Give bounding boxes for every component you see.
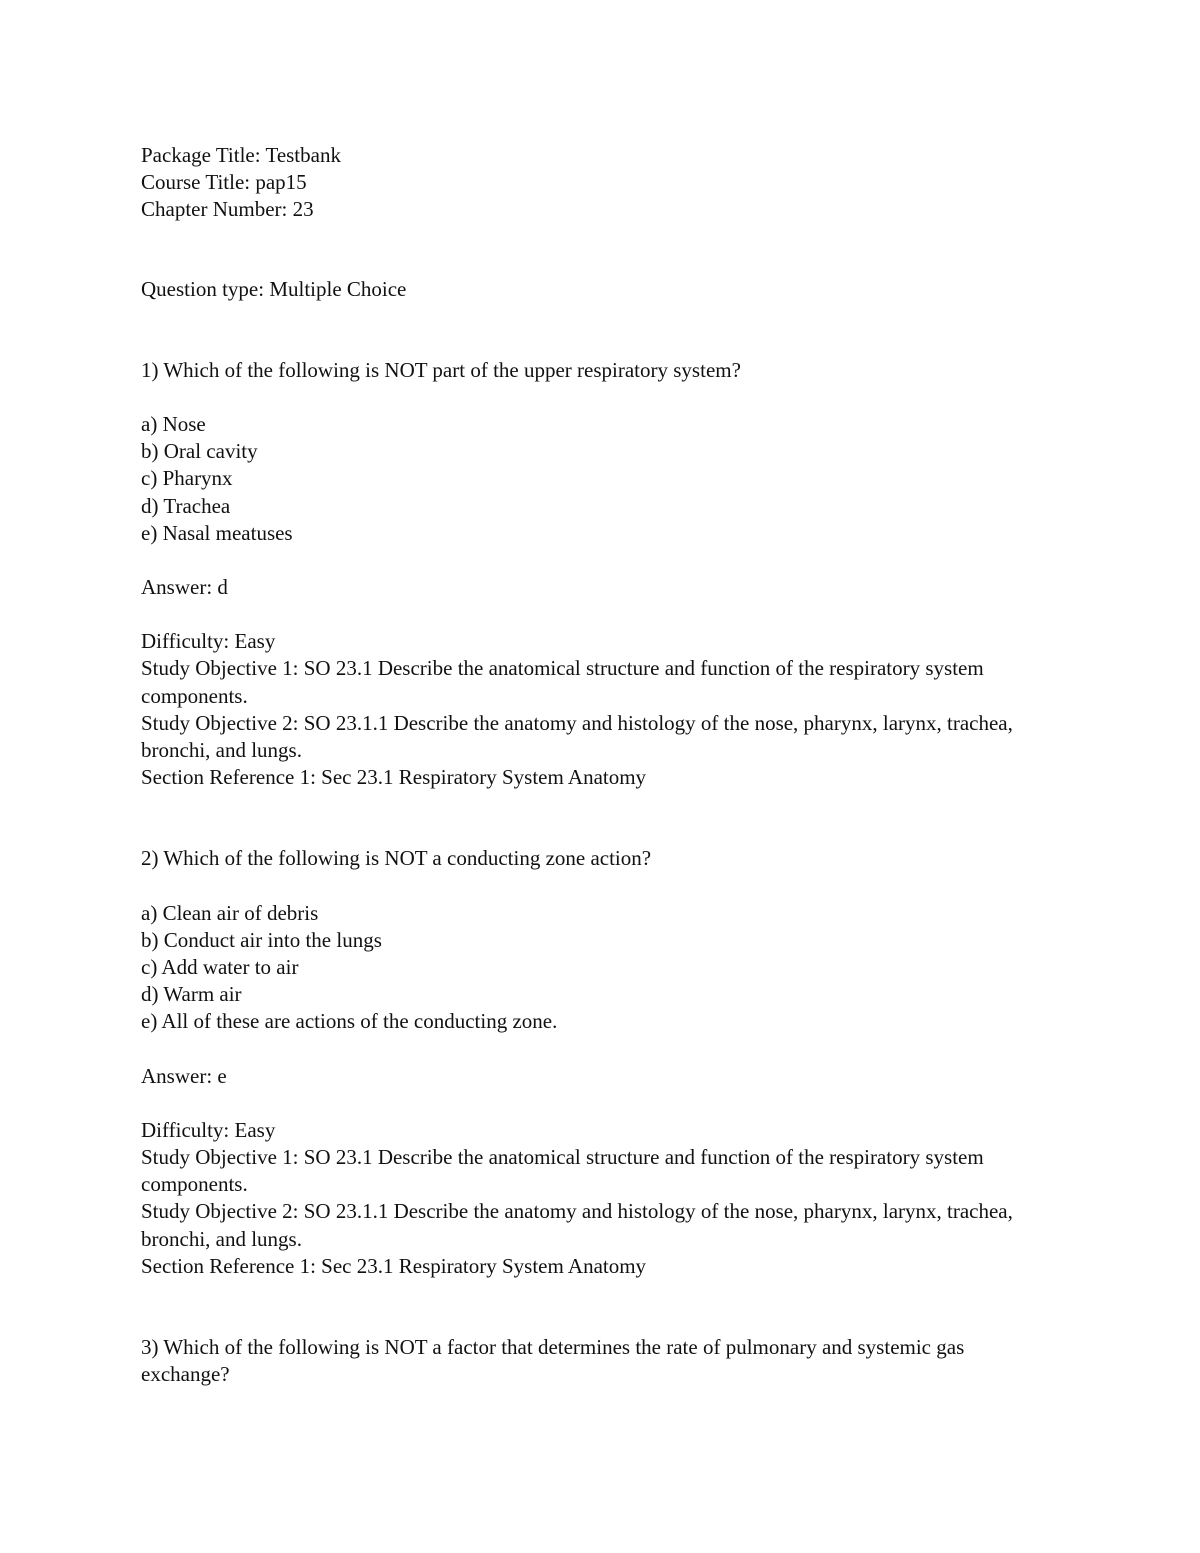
spacer <box>141 1036 1051 1063</box>
question-stem: 1) Which of the following is NOT part of the upper respiratory system? <box>141 357 741 382</box>
spacer <box>141 873 1051 900</box>
study-objective-1: Study Objective 1: SO 23.1 Describe the anatomical structure and function of the respiratory system components. <box>141 656 989 708</box>
section-reference-1: Section Reference 1: Sec 23.1 Respiratory System Anatomy <box>141 1253 647 1278</box>
question-type: Question type: Multiple Choice <box>141 276 407 301</box>
section-reference-1: Section Reference 1: Sec 23.1 Respiratory System Anatomy <box>141 765 647 790</box>
difficulty: Difficulty: Easy <box>141 629 276 654</box>
spacer <box>141 1090 1051 1117</box>
spacer <box>141 1280 1051 1334</box>
course-title: Course Title: pap15 <box>141 170 307 195</box>
option-c: c) Add water to air <box>141 955 299 980</box>
option-a: a) Clean air of debris <box>141 900 319 925</box>
package-title: Package Title: Testbank <box>141 143 341 167</box>
study-objective-1: Study Objective 1: SO 23.1 Describe the anatomical structure and function of the respiratory system components. <box>141 1145 989 1197</box>
question-stem: 2) Which of the following is NOT a conducting zone action? <box>141 846 652 871</box>
spacer <box>141 601 1051 628</box>
spacer <box>141 547 1051 574</box>
study-objective-2: Study Objective 2: SO 23.1.1 Describe the anatomy and histology of the nose, pharynx, larynx, trachea, bronchi, and lungs. <box>141 710 1019 763</box>
option-e: e) All of these are actions of the conducting zone. <box>141 1009 558 1034</box>
answer: Answer: e <box>141 1063 227 1088</box>
option-d: d) Warm air <box>141 982 242 1007</box>
option-a: a) Nose <box>141 412 206 437</box>
option-c: c) Pharynx <box>141 466 233 491</box>
spacer <box>141 791 1051 845</box>
spacer <box>141 384 1051 411</box>
spacer <box>141 224 1051 276</box>
option-b: b) Conduct air into the lungs <box>141 927 382 952</box>
document-body <box>141 142 1051 1389</box>
question-block-3 <box>141 1334 1051 1388</box>
difficulty: Difficulty: Easy <box>141 1117 276 1142</box>
question-block-1 <box>141 357 1051 792</box>
spacer <box>141 303 1051 357</box>
option-d: d) Trachea <box>141 493 231 518</box>
question-block-2 <box>141 845 1051 1280</box>
option-b: b) Oral cavity <box>141 439 258 464</box>
question-stem: 3) Which of the following is NOT a factor that determines the rate of pulmonary and systemic gas exchange? <box>141 1335 970 1387</box>
option-e: e) Nasal meatuses <box>141 520 293 545</box>
study-objective-2: Study Objective 2: SO 23.1.1 Describe the anatomy and histology of the nose, pharynx, larynx, trachea, bronchi, and lungs. <box>141 1199 1019 1251</box>
chapter-number: Chapter Number: 23 <box>141 197 314 222</box>
answer: Answer: d <box>141 575 228 600</box>
